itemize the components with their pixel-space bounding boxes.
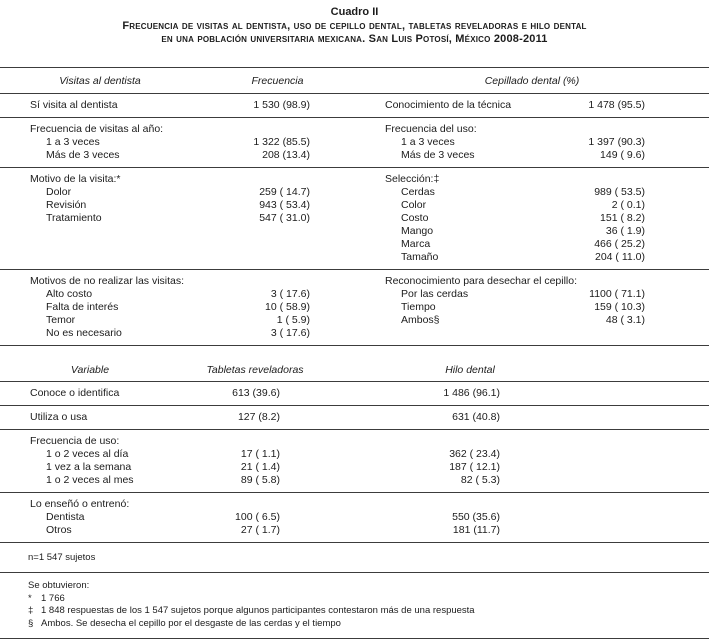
table1-header-frecuencia: Frecuencia bbox=[251, 75, 304, 87]
row-value: 466 ( 25.2) bbox=[594, 238, 645, 250]
table-row bbox=[0, 461, 709, 474]
table-row bbox=[355, 123, 645, 136]
row-label: Mango bbox=[401, 225, 434, 237]
table-row bbox=[0, 498, 709, 511]
row-label: Sí visita al dentista bbox=[30, 99, 118, 111]
row-value: 1 478 (95.5) bbox=[588, 99, 645, 111]
table1-body bbox=[0, 94, 709, 346]
table2-section bbox=[0, 430, 709, 493]
table-row bbox=[0, 199, 355, 212]
table-row bbox=[355, 275, 645, 288]
table-row bbox=[355, 199, 645, 212]
double-dagger-symbol: ‡ bbox=[28, 605, 34, 616]
table-row bbox=[0, 123, 355, 136]
table-row bbox=[0, 524, 709, 537]
table1-right-column bbox=[355, 275, 709, 327]
table-row bbox=[355, 238, 645, 251]
row-label: Revisión bbox=[46, 199, 87, 211]
table-row bbox=[0, 435, 709, 448]
table-row bbox=[0, 411, 709, 424]
row-value-hilo: 82 ( 5.3) bbox=[460, 474, 500, 486]
table-row bbox=[0, 212, 355, 225]
table-row bbox=[0, 511, 709, 524]
table1-left-column bbox=[0, 275, 355, 340]
footnote-asterisk-text: 1 766 bbox=[41, 592, 65, 604]
row-label: Dolor bbox=[46, 186, 72, 198]
table2-body bbox=[0, 382, 709, 543]
table2-header-hilo: Hilo dental bbox=[445, 364, 495, 376]
footnote-intro bbox=[28, 580, 709, 593]
row-value: 151 ( 8.2) bbox=[600, 212, 645, 224]
table-row bbox=[0, 275, 355, 288]
row-label: Otros bbox=[46, 524, 72, 536]
table-row bbox=[355, 136, 645, 149]
row-label: Tamaño bbox=[401, 251, 439, 263]
table1-section bbox=[0, 118, 709, 168]
row-label: Motivos de no realizar las visitas: bbox=[30, 275, 185, 287]
row-value-hilo: 631 (40.8) bbox=[452, 411, 500, 423]
table1-section bbox=[0, 270, 709, 346]
row-value-tabletas: 127 (8.2) bbox=[237, 411, 280, 423]
table1-header-visitas: Visitas al dentista bbox=[59, 75, 141, 87]
table-row bbox=[0, 448, 709, 461]
row-value: 943 ( 53.4) bbox=[259, 199, 310, 211]
table1-right-column bbox=[355, 99, 709, 112]
row-label: Falta de interés bbox=[46, 301, 119, 313]
row-value: 208 (13.4) bbox=[262, 149, 310, 161]
table2-section bbox=[0, 382, 709, 406]
table-title-line2: en una población universitaria mexicana. San Luis Potosí, México 2008-2011 bbox=[161, 33, 548, 45]
table-row bbox=[0, 186, 355, 199]
table1-left-column bbox=[0, 123, 355, 162]
row-value: 36 ( 1.9) bbox=[605, 225, 645, 237]
row-value: 48 ( 3.1) bbox=[605, 314, 645, 326]
row-label: Dentista bbox=[46, 511, 85, 523]
row-label: 1 a 3 veces bbox=[401, 136, 455, 148]
table1-section bbox=[0, 94, 709, 118]
table-row bbox=[0, 136, 355, 149]
table2-header-tabletas: Tabletas reveladoras bbox=[206, 364, 304, 376]
table-row bbox=[0, 301, 355, 314]
table1-left-column bbox=[0, 99, 355, 112]
row-value: 2 ( 0.1) bbox=[611, 199, 645, 211]
row-value-tabletas bbox=[180, 498, 280, 511]
row-label: Cerdas bbox=[401, 186, 435, 198]
row-value-hilo: 181 (11.7) bbox=[452, 524, 500, 536]
row-label: No es necesario bbox=[46, 327, 122, 339]
asterisk-symbol: * bbox=[28, 592, 32, 604]
table2-section bbox=[0, 406, 709, 430]
row-value: 989 ( 53.5) bbox=[594, 186, 645, 198]
table-row bbox=[355, 186, 645, 199]
row-value-tabletas: 100 ( 6.5) bbox=[235, 511, 280, 523]
table-row bbox=[355, 173, 645, 186]
row-value-hilo: 1 486 (96.1) bbox=[443, 387, 500, 399]
table-row bbox=[355, 251, 645, 264]
table1-section bbox=[0, 168, 709, 270]
row-value-tabletas: 613 (39.6) bbox=[232, 387, 280, 399]
row-label: Tiempo bbox=[401, 301, 436, 313]
table-number: Cuadro II bbox=[330, 6, 379, 18]
row-value: 1 ( 5.9) bbox=[276, 314, 310, 326]
table-row bbox=[355, 149, 645, 162]
table-title-line1: Frecuencia de visitas al dentista, uso de cepillo dental, tabletas reveladoras e hilo dental bbox=[122, 20, 587, 32]
row-value-hilo: 550 (35.6) bbox=[452, 511, 500, 523]
table-tabletas-hilo bbox=[0, 358, 709, 543]
table1-right-column bbox=[355, 123, 709, 162]
row-value: 1 397 (90.3) bbox=[588, 136, 645, 148]
row-label: Más de 3 veces bbox=[401, 149, 475, 161]
row-label: Frecuencia de visitas al año: bbox=[30, 123, 164, 135]
row-label: Selección:‡ bbox=[385, 173, 440, 185]
row-label: Lo enseñó o entrenó: bbox=[30, 498, 130, 510]
row-label: Ambos§ bbox=[401, 314, 440, 326]
row-label: Reconocimiento para desechar el cepillo: bbox=[385, 275, 578, 287]
table1-header-row bbox=[0, 68, 709, 94]
row-value-tabletas bbox=[180, 435, 280, 448]
table-row bbox=[0, 99, 355, 112]
row-value: 1 322 (85.5) bbox=[253, 136, 310, 148]
row-label: Color bbox=[401, 199, 427, 211]
row-label: Conocimiento de la técnica bbox=[385, 99, 512, 111]
table1-right-column bbox=[355, 173, 709, 264]
row-value-hilo: 362 ( 23.4) bbox=[449, 448, 500, 460]
row-value: 3 ( 17.6) bbox=[270, 327, 310, 339]
section-symbol: § bbox=[28, 617, 34, 629]
sample-size-note: n=1 547 sujetos bbox=[28, 552, 96, 563]
table-row bbox=[355, 301, 645, 314]
row-label: 1 a 3 veces bbox=[46, 136, 100, 148]
row-label: Marca bbox=[401, 238, 431, 250]
row-label: Costo bbox=[401, 212, 429, 224]
row-value: 159 ( 10.3) bbox=[594, 301, 645, 313]
row-label: Alto costo bbox=[46, 288, 93, 300]
footnote-section-text: Ambos. Se desecha el cepillo por el desgaste de las cerdas y el tiempo bbox=[41, 617, 341, 629]
footnote-double-dagger bbox=[28, 605, 709, 618]
table-caption bbox=[0, 5, 709, 46]
row-value: 1 530 (98.9) bbox=[253, 99, 310, 111]
row-value: 10 ( 58.9) bbox=[265, 301, 310, 313]
footnote-double-dagger-text: 1 848 respuestas de los 1 547 sujetos porque algunos participantes contestaron más de una respuesta bbox=[41, 605, 475, 616]
row-value-hilo bbox=[280, 435, 500, 448]
table-row bbox=[0, 474, 709, 487]
row-value-hilo: 187 ( 12.1) bbox=[449, 461, 500, 473]
row-value: 3 ( 17.6) bbox=[270, 288, 310, 300]
row-label: 1 vez a la semana bbox=[46, 461, 132, 473]
row-label: 1 o 2 veces al día bbox=[46, 448, 129, 460]
row-value: 259 ( 14.7) bbox=[259, 186, 310, 198]
table1-header-cepillado: Cepillado dental (%) bbox=[484, 75, 580, 87]
table-visitas-cepillado bbox=[0, 67, 709, 346]
table-row bbox=[0, 149, 355, 162]
row-label: Temor bbox=[46, 314, 76, 326]
row-label: Más de 3 veces bbox=[46, 149, 120, 161]
table-row bbox=[0, 327, 355, 340]
table-row bbox=[355, 288, 645, 301]
row-label: 1 o 2 veces al mes bbox=[46, 474, 134, 486]
row-value: 1100 ( 71.1) bbox=[589, 288, 645, 300]
row-label: Tratamiento bbox=[46, 212, 102, 224]
row-label: Conoce o identifica bbox=[30, 387, 120, 399]
table2-section bbox=[0, 493, 709, 543]
row-value: 204 ( 11.0) bbox=[594, 251, 645, 263]
row-label: Frecuencia de uso: bbox=[30, 435, 120, 447]
row-label: Por las cerdas bbox=[401, 288, 469, 300]
row-label: Utiliza o usa bbox=[30, 411, 88, 423]
table-row bbox=[355, 99, 645, 112]
table-row bbox=[0, 387, 709, 400]
table-row bbox=[355, 212, 645, 225]
footnotes bbox=[0, 573, 709, 638]
row-value: 149 ( 9.6) bbox=[600, 149, 645, 161]
table2-header-variable: Variable bbox=[70, 364, 110, 376]
row-value-tabletas: 89 ( 5.8) bbox=[240, 474, 280, 486]
row-value: 547 ( 31.0) bbox=[259, 212, 310, 224]
table-row bbox=[0, 288, 355, 301]
table1-left-column bbox=[0, 173, 355, 225]
row-value-tabletas: 27 ( 1.7) bbox=[240, 524, 280, 536]
row-value-hilo bbox=[280, 498, 500, 511]
row-value-tabletas: 17 ( 1.1) bbox=[240, 448, 280, 460]
table2-header-row bbox=[0, 358, 709, 382]
footnote-intro-text: Se obtuvieron: bbox=[28, 580, 90, 591]
table-row bbox=[355, 314, 645, 327]
row-value-tabletas: 21 ( 1.4) bbox=[240, 461, 280, 473]
footnote-asterisk bbox=[28, 593, 709, 606]
row-label: Motivo de la visita:* bbox=[30, 173, 121, 185]
table-row bbox=[355, 225, 645, 238]
table-row bbox=[0, 314, 355, 327]
footnote-section-mark bbox=[28, 618, 709, 631]
table-row bbox=[0, 173, 355, 186]
row-label: Frecuencia del uso: bbox=[385, 123, 477, 135]
